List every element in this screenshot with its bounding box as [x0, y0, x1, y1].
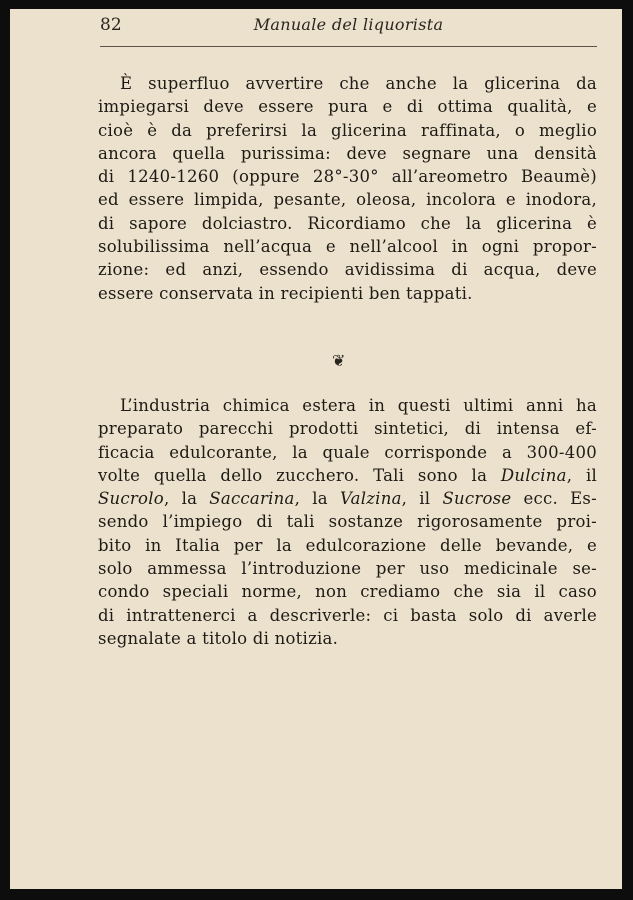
- text-line: ancora quella purissima: deve segnare una densità: [98, 143, 597, 163]
- text-line: L’industria chimica estera in questi ultimi anni ha: [120, 396, 597, 415]
- paragraph-sweeteners: [98, 394, 597, 650]
- section-ornament-icon: ❦: [332, 351, 346, 370]
- header-rule: [100, 46, 597, 47]
- text-line: solo ammessa l’introduzione per uso medicinale se-: [98, 559, 597, 579]
- paragraph-glycerine: [98, 72, 597, 305]
- page-number: 82: [100, 15, 122, 35]
- term-saccarina: Saccarina: [209, 489, 295, 509]
- text-line: solubilissima nell’acqua e nell’alcool in ogni propor-: [98, 237, 597, 257]
- text-line: di sapore dolciastro. Ricordiamo che la glicerina è: [98, 213, 597, 233]
- text-line: ficacia edulcorante, la quale corrisponde a 300-400: [98, 442, 597, 462]
- text-line: di 1240-1260 (oppure 28°-30° all’areometro Beaumè): [98, 167, 597, 187]
- term-sucrolo: Sucrolo: [98, 489, 164, 509]
- text-line: di intrattenerci a descriverle: ci basta solo di averle: [98, 605, 597, 625]
- text-line: [98, 487, 597, 510]
- text-run: , la: [294, 489, 340, 509]
- text-run: ecc. Es-: [511, 489, 597, 509]
- text-line: [98, 464, 597, 487]
- text-run: , il: [566, 465, 597, 485]
- text-line: zione: ed anzi, essendo avidissima di acqua, deve: [98, 260, 597, 280]
- running-title: Manuale del liquorista: [253, 15, 444, 34]
- text-line: sendo l’impiego di tali sostanze rigorosamente proi-: [98, 512, 597, 532]
- text-line: segnalate a titolo di notizia.: [98, 628, 339, 648]
- term-sucrose: Sucrose: [442, 489, 512, 509]
- book-page: [10, 9, 622, 889]
- term-valzina: Valzina: [339, 489, 402, 509]
- text-line: cioè è da preferirsi la glicerina raffinata, o meglio: [98, 120, 597, 140]
- text-run: volte quella dello zucchero. Tali sono la: [98, 465, 501, 485]
- text-line: bito in Italia per la edulcorazione delle bevande, e: [98, 535, 597, 555]
- text-line: È superfluo avvertire che anche la glicerina da: [120, 74, 597, 93]
- term-dulcina: Dulcina: [500, 465, 567, 485]
- text-run: , la: [163, 489, 210, 509]
- text-line: condo speciali norme, non crediamo che sia il caso: [98, 582, 597, 602]
- text-line: preparato parecchi prodotti sintetici, di intensa ef-: [98, 419, 597, 439]
- text-run: , il: [401, 489, 443, 509]
- page-header: [100, 13, 597, 47]
- text-line: ed essere limpida, pesante, oleosa, incolora e inodora,: [98, 190, 597, 210]
- text-line: impiegarsi deve essere pura e di ottima qualità, e: [98, 97, 597, 117]
- text-line: essere conservata in recipienti ben tappati.: [98, 283, 473, 303]
